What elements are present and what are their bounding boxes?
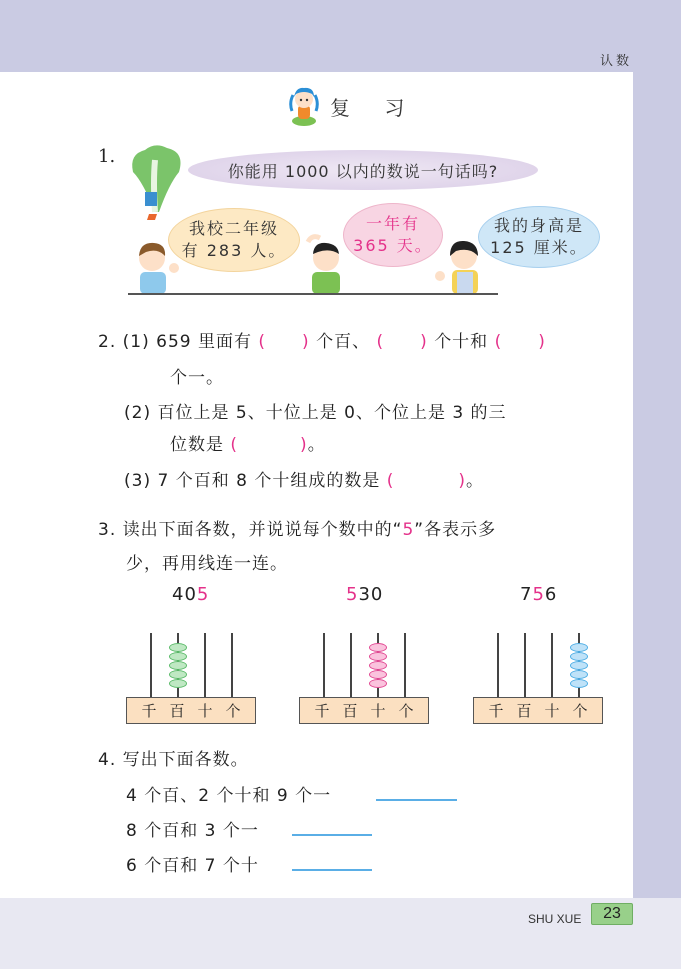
item-label: (3): [124, 471, 152, 491]
footer-band: [0, 898, 681, 969]
speech-bubble-boy-1: [168, 208, 300, 272]
blank-open-paren: (: [258, 332, 267, 352]
question-1-number: 1.: [98, 146, 116, 167]
item-label: (2): [124, 403, 152, 423]
question-2-item-1: [98, 327, 546, 352]
abacus-rod-tens: [551, 633, 553, 699]
highlight-digit: 5: [196, 584, 210, 605]
right-margin-band: [633, 0, 681, 898]
blank-close-paren: ): [302, 332, 310, 352]
page-number: 23: [603, 905, 621, 922]
blank-open-paren: (: [230, 435, 239, 455]
number-part: 7: [520, 584, 533, 605]
blank-open-paren: (: [386, 471, 395, 491]
abacus-3: [473, 633, 603, 725]
abacus-bead: [369, 661, 387, 670]
question-4-number: 4.: [98, 750, 117, 770]
place-label-hundreds: 百: [342, 702, 358, 720]
header-band: [0, 0, 681, 72]
abacus-bead: [369, 679, 387, 688]
abacus-rod-ones: [404, 633, 406, 699]
item-text: 百位上是 5、十位上是 0、个位上是 3 的三: [157, 403, 507, 423]
abacus-bead: [369, 652, 387, 661]
bubble-line-1: 我的身高是: [493, 216, 584, 235]
place-label-ones: 个: [225, 702, 241, 720]
question-4-item-3: 6 个百和 7 个十: [126, 856, 259, 876]
question-3-line-1: [98, 515, 496, 540]
abacus-rod-tens: [204, 633, 206, 699]
section-title: 复 习: [330, 95, 419, 120]
number-405: [172, 584, 209, 605]
bubble-line-1: 我校二年级: [188, 219, 279, 238]
abacus-2: [299, 633, 429, 725]
question-4-text: 写出下面各数。: [122, 750, 249, 770]
place-label-thousands: 千: [141, 702, 157, 720]
boy-character-2-icon: [298, 232, 353, 294]
item-label: (1): [122, 332, 150, 352]
floor-line: [128, 293, 498, 295]
number-part: 40: [172, 584, 197, 605]
abacus-bead: [169, 661, 187, 670]
bubble-line-1: 一年有: [365, 214, 420, 233]
place-label-thousands: 千: [314, 702, 330, 720]
place-label-thousands: 千: [488, 702, 504, 720]
abacus-base: [299, 697, 429, 724]
question-1-prompt: 你能用 1000 以内的数说一句话吗?: [227, 161, 499, 181]
answer-line-2[interactable]: [292, 834, 372, 836]
answer-line-1[interactable]: [376, 799, 457, 801]
speech-bubble-girl: [478, 206, 600, 268]
speech-bubble-boy-2: [343, 203, 443, 267]
place-label-tens: 十: [370, 702, 386, 720]
abacus-rod-thousands: [323, 633, 325, 699]
highlight-digit: 5: [402, 520, 415, 540]
girl-character-icon: [432, 234, 492, 294]
place-label-hundreds: 百: [516, 702, 532, 720]
answer-line-3[interactable]: [292, 869, 372, 871]
abacus-bead: [369, 643, 387, 652]
number-part: 30: [358, 584, 384, 605]
bubble-line-2: 有 283 人。: [181, 241, 287, 260]
chapter-label: 认数: [600, 54, 633, 69]
highlight-digit: 5: [532, 584, 545, 605]
blank-close-paren: ): [420, 332, 428, 352]
question-4-prompt: [98, 745, 249, 770]
blank-close-paren: ): [538, 332, 546, 352]
number-756: [520, 584, 557, 605]
abacus-bead: [570, 670, 588, 679]
question-2-number: 2.: [98, 332, 117, 352]
highlight-digit: 5: [346, 584, 359, 605]
abacus-rod-thousands: [497, 633, 499, 699]
question-2-item-2: [124, 398, 507, 423]
item-text: 位数是: [170, 435, 224, 455]
abacus-bead: [169, 652, 187, 661]
question-3-text: ”各表示多: [414, 520, 497, 540]
abacus-bead: [570, 652, 588, 661]
bubble-line-2: 125 厘米。: [490, 238, 588, 257]
abacus-bead: [169, 679, 187, 688]
question-1-prompt-bubble: [188, 150, 538, 190]
girl-mascot-icon: [288, 85, 320, 127]
question-2-item-1-cont: 个一。: [170, 368, 224, 388]
abacus-bead: [570, 679, 588, 688]
page-number-badge: [591, 903, 633, 925]
cabbage-character-icon: [125, 142, 187, 222]
question-4-item-2: 8 个百和 3 个一: [126, 821, 259, 841]
section-heading: [288, 85, 418, 127]
number-part: 6: [544, 584, 558, 605]
question-2-item-2-cont: [170, 430, 326, 455]
abacus-bead: [570, 661, 588, 670]
blank-close-paren: ): [458, 471, 467, 491]
item-text: 7 个百和 8 个十组成的数是: [157, 471, 381, 491]
abacus-rod-ones: [231, 633, 233, 699]
number-530: [346, 584, 383, 605]
abacus-bead: [169, 670, 187, 679]
abacus-base: [473, 697, 603, 724]
blank-open-paren: (: [494, 332, 503, 352]
question-2-item-3: [124, 466, 484, 491]
blank-close-paren: ): [300, 435, 308, 455]
place-label-tens: 十: [197, 702, 213, 720]
abacus-1: [126, 633, 256, 725]
abacus-rod-thousands: [150, 633, 152, 699]
item-end: 。: [307, 435, 326, 455]
item-end: 。: [466, 471, 485, 491]
abacus-rod-hundreds: [350, 633, 352, 699]
question-3-line-2: 少，再用线连一连。: [126, 554, 288, 574]
blank-open-paren: (: [376, 332, 385, 352]
abacus-base: [126, 697, 256, 724]
item-text: 个百、: [316, 332, 371, 352]
abacus-bead: [369, 670, 387, 679]
boy-character-icon: [130, 238, 185, 294]
question-3-number: 3.: [98, 520, 117, 540]
bubble-line-2: 365 天。: [353, 236, 433, 255]
item-text: 659 里面有: [156, 332, 252, 352]
item-text: 个十和: [434, 332, 489, 352]
abacus-bead: [570, 643, 588, 652]
place-label-ones: 个: [398, 702, 414, 720]
question-4-item-1: 4 个百、2 个十和 9 个一: [126, 786, 332, 806]
place-label-hundreds: 百: [169, 702, 185, 720]
abacus-rod-hundreds: [524, 633, 526, 699]
abacus-bead: [169, 643, 187, 652]
place-label-ones: 个: [572, 702, 588, 720]
question-3-text: 读出下面各数，并说说每个数中的“: [122, 520, 403, 540]
place-label-tens: 十: [544, 702, 560, 720]
subject-label: SHU XUE: [528, 912, 582, 926]
